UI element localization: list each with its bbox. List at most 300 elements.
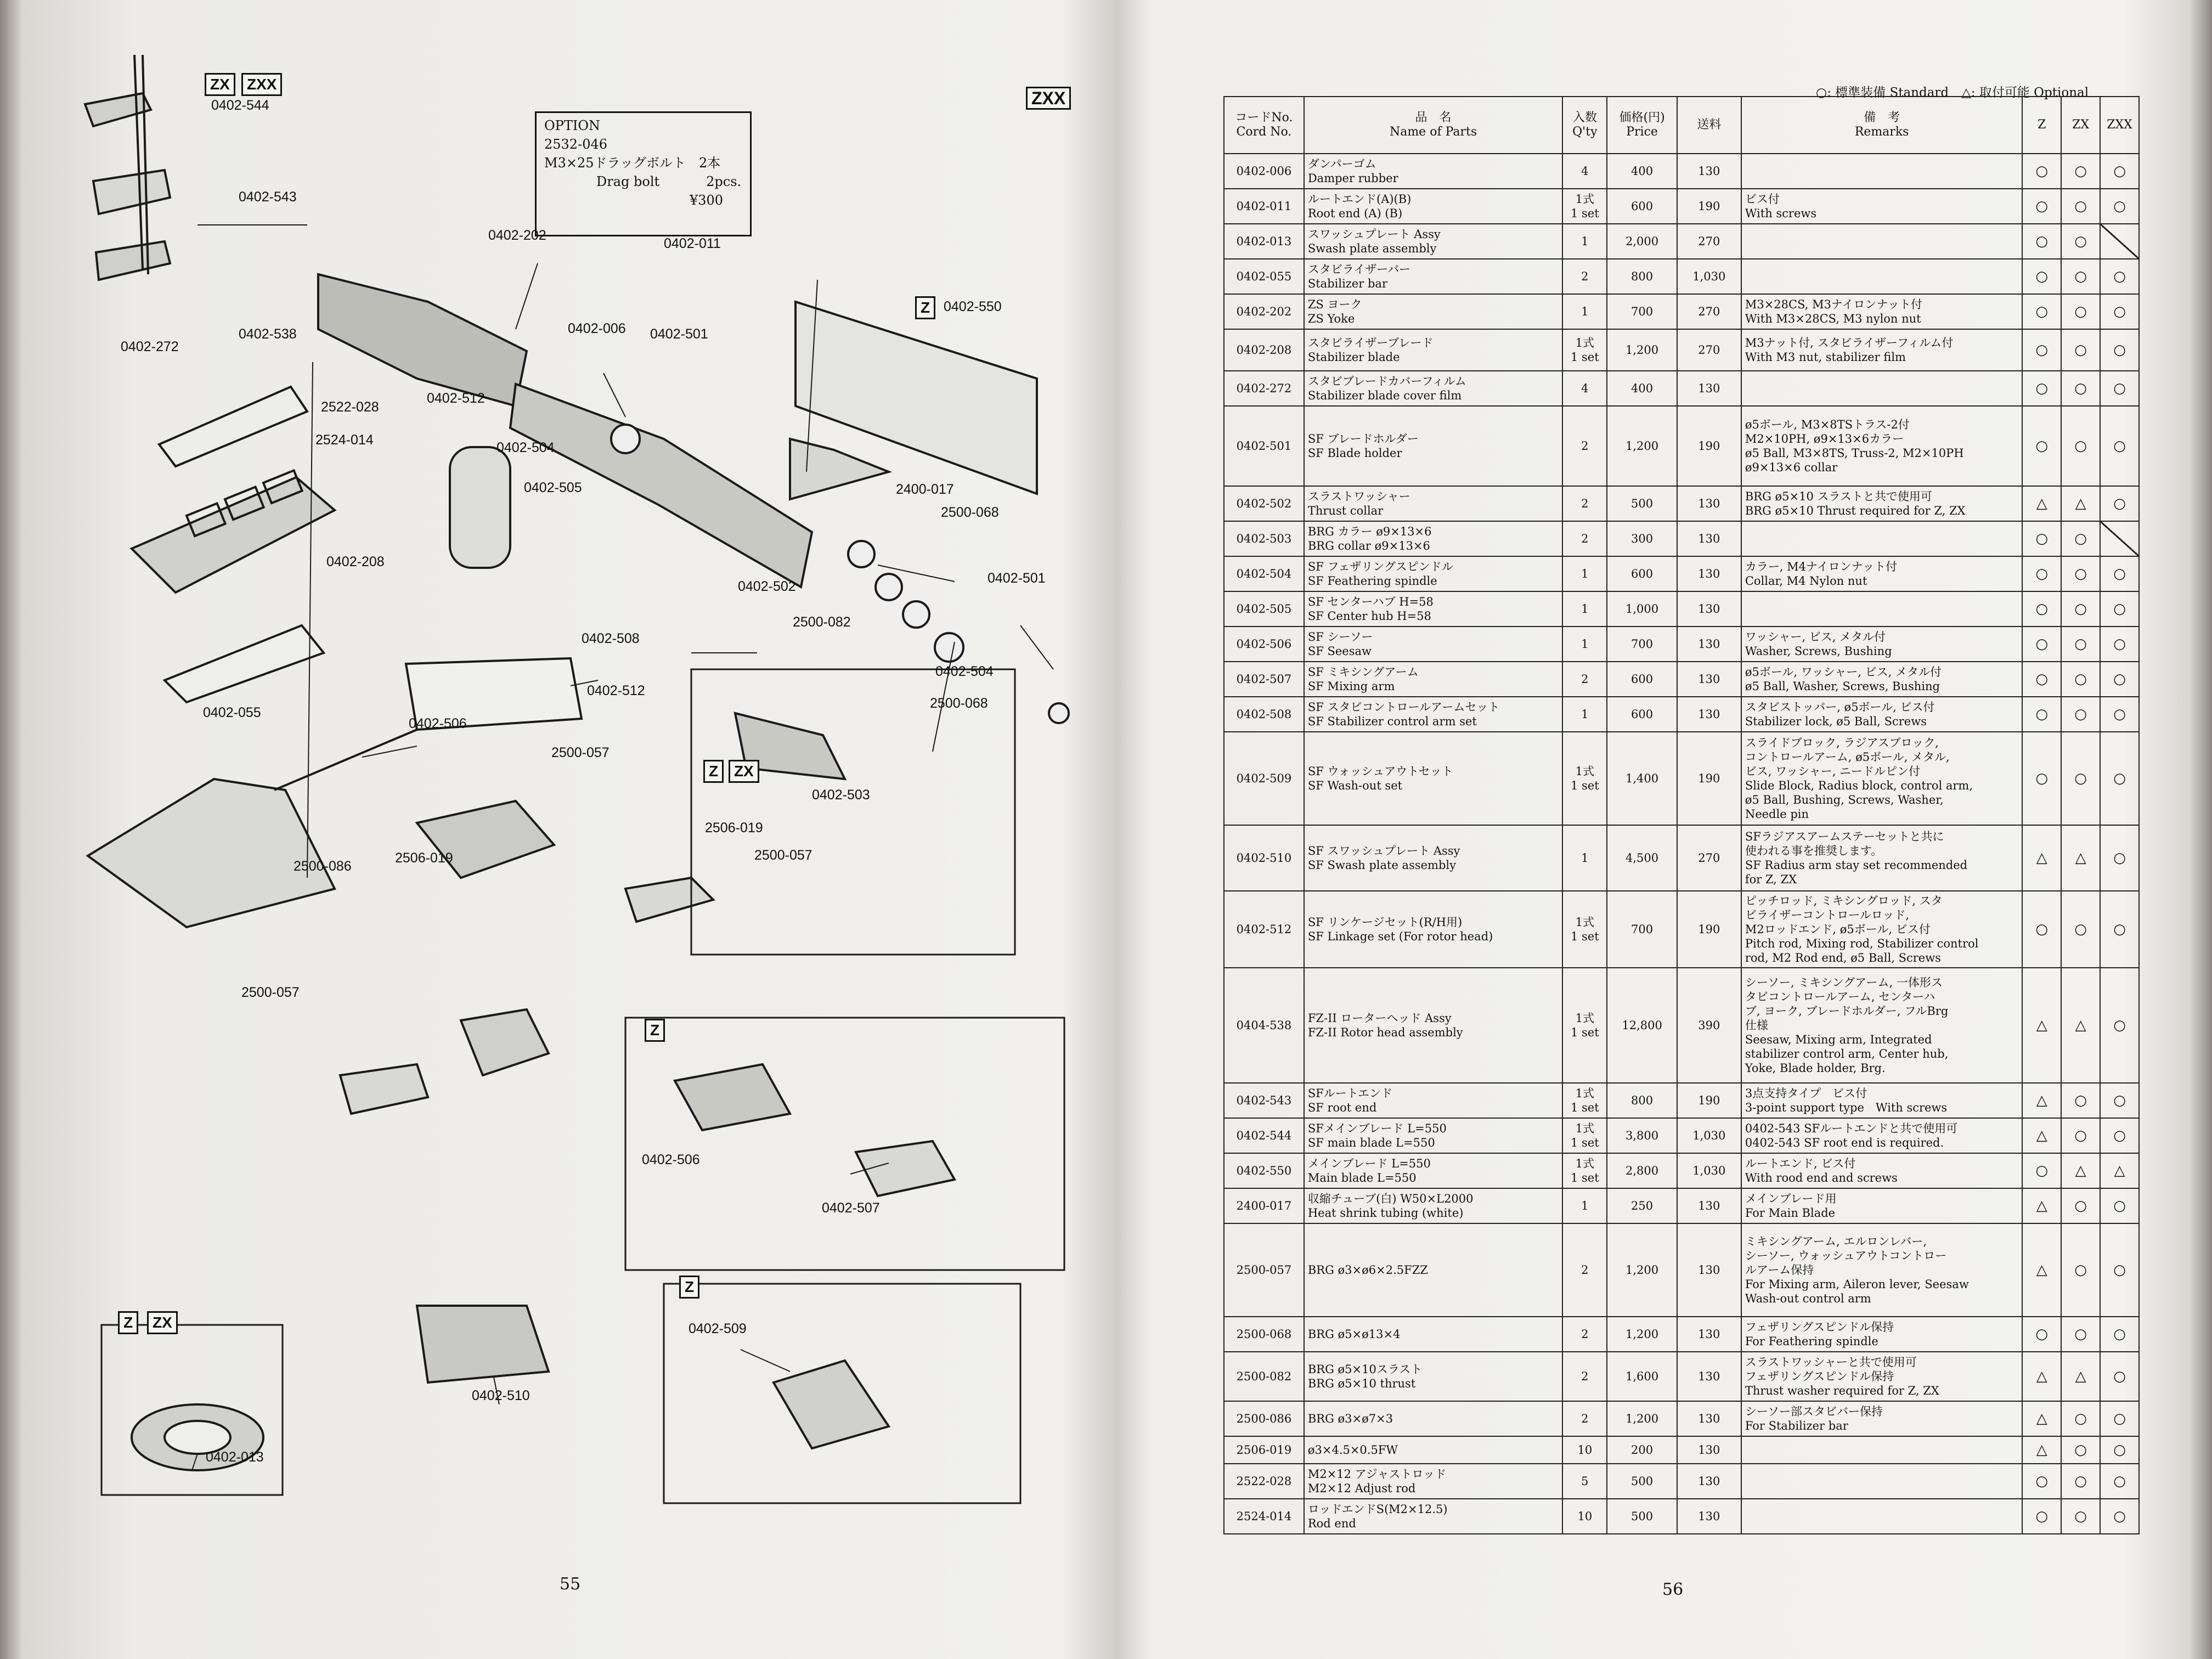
cell-price: 400 <box>1607 371 1677 406</box>
cell-remarks: ø5ボール, M3×8TSトラス-2付 M2×10PH, ø9×13×6カラー ø5 Ball, M3×8TS, Truss-2, M2×10PH ø9×13×6 collar <box>1741 406 2023 486</box>
cell-name: ルートエンド(A)(B) Root end (A) (B) <box>1304 189 1562 224</box>
cell-zxx: ○ <box>2100 1352 2139 1401</box>
cell-name: ZS ヨーク ZS Yoke <box>1304 294 1562 329</box>
part-label: 0402-543 <box>239 189 297 205</box>
cell-qty: 2 <box>1562 486 1607 521</box>
cell-code: 2506-019 <box>1224 1436 1304 1464</box>
cell-z: ○ <box>2022 1153 2061 1188</box>
cell-z: ○ <box>2022 189 2061 224</box>
cell-zxx: ○ <box>2100 294 2139 329</box>
cell-price: 1,600 <box>1607 1352 1677 1401</box>
cell-z: ○ <box>2022 662 2061 697</box>
cell-code: 0402-507 <box>1224 662 1304 697</box>
part-label: 2500-057 <box>551 745 610 760</box>
cell-qty: 1式 1 set <box>1562 1153 1607 1188</box>
cell-price: 4,500 <box>1607 825 1677 891</box>
part-label: 2500-086 <box>294 859 352 874</box>
cell-zxx: ○ <box>2100 1464 2139 1499</box>
cell-zxx: ○ <box>2100 329 2139 371</box>
cell-remarks: シーソー部スタビバー保持 For Stabilizer bar <box>1741 1401 2023 1436</box>
cell-price: 12,800 <box>1607 968 1677 1083</box>
cell-code: 0402-208 <box>1224 329 1304 371</box>
cell-name: 収縮チューブ(白) W50×L2000 Heat shrink tubing (white) <box>1304 1188 1562 1223</box>
cell-z: △ <box>2022 1223 2061 1317</box>
cell-zx: ○ <box>2061 1118 2100 1153</box>
table-row <box>1224 486 2139 521</box>
cell-remarks: SFラジアスアームステーセットと共に 使われる事を推奨します。 SF Radius arm stay set recommended for Z, ZX <box>1741 825 2023 891</box>
cell-qty: 1 <box>1562 697 1607 732</box>
cell-remarks: ø5ボール, ワッシャー, ビス, メタル付 ø5 Ball, Washer, Screws, Bushing <box>1741 662 2023 697</box>
cell-name: スタビブレードカバーフィルム Stabilizer blade cover film <box>1304 371 1562 406</box>
table-row <box>1224 662 2139 697</box>
part-label: 0402-501 <box>988 571 1046 586</box>
table-row <box>1224 1401 2139 1436</box>
cell-remarks: 0402-543 SFルートエンドと共で使用可 0402-543 SF root end is required. <box>1741 1118 2023 1153</box>
cell-code: 0402-011 <box>1224 189 1304 224</box>
cell-remarks: 3点支持タイプ ビス付 3-point support type With screws <box>1741 1083 2023 1118</box>
cell-zx: ○ <box>2061 371 2100 406</box>
center-hub <box>450 447 510 568</box>
cell-remarks <box>1741 1499 2023 1534</box>
cell-zxx: ○ <box>2100 891 2139 968</box>
cell-remarks: スタビストッパー, ø5ボール, ビス付 Stabilizer lock, ø5 Ball, Screws <box>1741 697 2023 732</box>
part-label: 2506-019 <box>395 850 453 866</box>
root-end-plate-low <box>96 241 170 280</box>
cell-name: ダンパーゴム Damper rubber <box>1304 154 1562 189</box>
cell-code: 0402-506 <box>1224 627 1304 662</box>
table-row <box>1224 1118 2139 1153</box>
cell-price: 1,000 <box>1607 591 1677 627</box>
cell-code: 2500-068 <box>1224 1317 1304 1352</box>
tag-z-seesaw: Z <box>645 1019 665 1042</box>
cell-shipping: 190 <box>1677 732 1741 825</box>
washout-center <box>461 1009 549 1075</box>
part-label: 0402-512 <box>587 683 645 698</box>
cell-code: 0402-202 <box>1224 294 1304 329</box>
table-row <box>1224 627 2139 662</box>
cell-name: ロッドエンドS(M2×12.5) Rod end <box>1304 1499 1562 1534</box>
cell-price: 2,800 <box>1607 1153 1677 1188</box>
cell-zx: ○ <box>2061 189 2100 224</box>
cell-code: 0402-550 <box>1224 1153 1304 1188</box>
table-row <box>1224 1083 2139 1118</box>
stab-cover-film <box>159 387 307 466</box>
part-label: 0402-055 <box>203 705 261 720</box>
part-label: 0402-504 <box>496 440 555 455</box>
option-box <box>535 111 752 236</box>
cell-zx: ○ <box>2061 406 2100 486</box>
table-row <box>1224 371 2139 406</box>
part-label: 2500-057 <box>754 848 812 863</box>
cell-shipping: 130 <box>1677 1464 1741 1499</box>
cell-name: SF スワッシュプレート Assy SF Swash plate assembly <box>1304 825 1562 891</box>
cell-zxx: ○ <box>2100 1499 2139 1534</box>
cell-qty: 4 <box>1562 371 1607 406</box>
cell-price: 600 <box>1607 556 1677 591</box>
cell-z: △ <box>2022 1118 2061 1153</box>
cell-price: 250 <box>1607 1188 1677 1223</box>
cell-shipping: 270 <box>1677 294 1741 329</box>
part-label: 0402-502 <box>738 579 796 594</box>
cell-price: 700 <box>1607 627 1677 662</box>
cell-code: 0402-510 <box>1224 825 1304 891</box>
table-row <box>1224 1499 2139 1534</box>
cell-zxx: ○ <box>2100 627 2139 662</box>
cell-zx: △ <box>2061 968 2100 1083</box>
page-55 <box>33 22 1119 1648</box>
cell-price: 600 <box>1607 189 1677 224</box>
cell-zxx: ○ <box>2100 189 2139 224</box>
cell-zxx: ○ <box>2100 406 2139 486</box>
cell-qty: 1 <box>1562 294 1607 329</box>
rotor-yoke <box>318 274 527 406</box>
tag-zx-swash: ZX <box>147 1311 178 1334</box>
cell-name: BRG ø3×ø7×3 <box>1304 1401 1562 1436</box>
cell-code: 0402-543 <box>1224 1083 1304 1118</box>
cell-name: SFメインブレード L=550 SF main blade L=550 <box>1304 1118 1562 1153</box>
cell-z: ○ <box>2022 556 2061 591</box>
cell-z: ○ <box>2022 406 2061 486</box>
cell-z: △ <box>2022 1352 2061 1401</box>
cell-name: BRG ø5×10スラスト BRG ø5×10 thrust <box>1304 1352 1562 1401</box>
cell-z: △ <box>2022 1436 2061 1464</box>
cell-zxx: ○ <box>2100 556 2139 591</box>
cell-remarks: メインブレード用 For Main Blade <box>1741 1188 2023 1223</box>
cell-code: 2524-014 <box>1224 1499 1304 1534</box>
cell-zxx: ○ <box>2100 154 2139 189</box>
cell-remarks: ビス付 With screws <box>1741 189 2023 224</box>
stabilizer-blade-box <box>132 477 335 592</box>
cell-code: 0404-538 <box>1224 968 1304 1083</box>
cell-code: 0402-508 <box>1224 697 1304 732</box>
part-label: 0402-538 <box>239 326 297 342</box>
cell-remarks: BRG ø5×10 スラストと共で使用可 BRG ø5×10 Thrust required for Z, ZX <box>1741 486 2023 521</box>
part-label: 0402-503 <box>812 787 870 803</box>
part-label: 0402-508 <box>582 631 640 646</box>
cell-z: ○ <box>2022 732 2061 825</box>
cell-shipping: 130 <box>1677 627 1741 662</box>
part-label: 0402-202 <box>488 228 546 243</box>
cell-qty: 1式 1 set <box>1562 968 1607 1083</box>
cell-zxx: ○ <box>2100 968 2139 1083</box>
header-name: 品 名 Name of Parts <box>1304 97 1562 154</box>
part-label: 2506-019 <box>705 820 763 836</box>
cell-price: 300 <box>1607 521 1677 556</box>
cell-shipping: 130 <box>1677 154 1741 189</box>
cell-name: SF フェザリングスピンドル SF Feathering spindle <box>1304 556 1562 591</box>
tag-z-holder: Z <box>703 760 724 783</box>
cell-zx: ○ <box>2061 1464 2100 1499</box>
cell-zx: ○ <box>2061 1223 2100 1317</box>
cell-zxx: ○ <box>2100 697 2139 732</box>
header-code: コードNo. Cord No. <box>1224 97 1304 154</box>
cell-shipping: 390 <box>1677 968 1741 1083</box>
cell-qty: 10 <box>1562 1499 1607 1534</box>
part-label: 0402-509 <box>689 1321 747 1336</box>
cell-name: スラストワッシャー Thrust collar <box>1304 486 1562 521</box>
cell-z: ○ <box>2022 224 2061 259</box>
exploded-diagram <box>33 22 1119 1591</box>
cell-name: SF リンケージセット(R/H用) SF Linkage set (For rotor head) <box>1304 891 1562 968</box>
part-label: 0402-208 <box>326 554 385 569</box>
tag-zxx-corner: ZXX <box>1026 87 1071 110</box>
cell-shipping: 130 <box>1677 371 1741 406</box>
option-qty: 2pcs. <box>706 174 742 189</box>
cell-zx: △ <box>2061 1153 2100 1188</box>
cell-zxx: ○ <box>2100 371 2139 406</box>
cell-z: ○ <box>2022 521 2061 556</box>
cell-zx: ○ <box>2061 1083 2100 1118</box>
part-label: 0402-506 <box>642 1152 700 1167</box>
cell-remarks: M3ナット付, スタビライザーフィルム付 With M3 nut, stabilizer film <box>1741 329 2023 371</box>
cell-zx: ○ <box>2061 224 2100 259</box>
inset-z-seesaw <box>625 1018 1064 1270</box>
cell-zx: ○ <box>2061 1188 2100 1223</box>
cell-shipping: 130 <box>1677 556 1741 591</box>
root-end-plate-top <box>85 93 151 126</box>
cell-zx: ○ <box>2061 521 2100 556</box>
cell-shipping: 1,030 <box>1677 1153 1741 1188</box>
cell-shipping: 190 <box>1677 189 1741 224</box>
option-price: ¥300 <box>690 193 724 208</box>
cell-shipping: 190 <box>1677 891 1741 968</box>
cell-code: 0402-509 <box>1224 732 1304 825</box>
cell-qty: 1式 1 set <box>1562 1083 1607 1118</box>
cell-z: △ <box>2022 1188 2061 1223</box>
cell-zx: ○ <box>2061 294 2100 329</box>
cell-price: 500 <box>1607 1464 1677 1499</box>
part-label: 0402-504 <box>935 664 994 679</box>
cell-zx: ○ <box>2061 1317 2100 1352</box>
table-header-row <box>1224 97 2139 154</box>
cell-shipping: 190 <box>1677 406 1741 486</box>
cell-zx: ○ <box>2061 697 2100 732</box>
table-row <box>1224 1317 2139 1352</box>
cell-z: ○ <box>2022 697 2061 732</box>
cell-shipping: 270 <box>1677 329 1741 371</box>
cell-zxx: ○ <box>2100 732 2139 825</box>
cell-qty: 2 <box>1562 1317 1607 1352</box>
cell-name: SF ウォッシュアウトセット SF Wash-out set <box>1304 732 1562 825</box>
part-label: 2524-014 <box>315 432 374 448</box>
part-label: 0402-505 <box>524 480 582 495</box>
cell-qty: 1 <box>1562 556 1607 591</box>
cell-z: △ <box>2022 968 2061 1083</box>
inset-zx-blade-holder <box>691 669 1015 955</box>
part-label: 0402-512 <box>427 391 485 406</box>
table-row <box>1224 556 2139 591</box>
cell-qty: 1式 1 set <box>1562 1118 1607 1153</box>
tag-zxx: ZXX <box>241 73 282 96</box>
cell-price: 800 <box>1607 1083 1677 1118</box>
cell-name: BRG カラー ø9×13×6 BRG collar ø9×13×6 <box>1304 521 1562 556</box>
cell-remarks: カラー, M4ナイロンナット付 Collar, M4 Nylon nut <box>1741 556 2023 591</box>
cell-shipping: 130 <box>1677 1352 1741 1401</box>
header-qty: 入数 Q'ty <box>1562 97 1607 154</box>
cell-price: 1,400 <box>1607 732 1677 825</box>
cell-shipping: 130 <box>1677 1499 1741 1534</box>
cell-qty: 5 <box>1562 1464 1607 1499</box>
cell-code: 0402-505 <box>1224 591 1304 627</box>
cell-zx: ○ <box>2061 329 2100 371</box>
cell-remarks <box>1741 371 2023 406</box>
cell-zxx: ○ <box>2100 662 2139 697</box>
cell-qty: 1式 1 set <box>1562 732 1607 825</box>
cell-z: ○ <box>2022 259 2061 294</box>
cell-qty: 1 <box>1562 591 1607 627</box>
cell-qty: 1式 1 set <box>1562 891 1607 968</box>
cell-remarks: スラストワッシャーと共で使用可 フェザリングスピンドル保持 Thrust washer required for Z, ZX <box>1741 1352 2023 1401</box>
cell-name: SF センターハブ H=58 SF Center hub H=58 <box>1304 591 1562 627</box>
header-zxx: ZXX <box>2100 97 2139 154</box>
cell-zxx: ○ <box>2100 591 2139 627</box>
cell-price: 800 <box>1607 259 1677 294</box>
page-number: 55 <box>560 1575 581 1594</box>
cell-zx: ○ <box>2061 1436 2100 1464</box>
cell-zx: ○ <box>2061 732 2100 825</box>
cell-zx: ○ <box>2061 891 2100 968</box>
part-label: 0402-507 <box>822 1200 880 1216</box>
cell-qty: 10 <box>1562 1436 1607 1464</box>
cell-z: △ <box>2022 1401 2061 1436</box>
cell-shipping: 130 <box>1677 486 1741 521</box>
cell-zxx: ○ <box>2100 1083 2139 1118</box>
cell-remarks <box>1741 591 2023 627</box>
cell-shipping: 1,030 <box>1677 1118 1741 1153</box>
cell-remarks <box>1741 1436 2023 1464</box>
cell-z: ○ <box>2022 294 2061 329</box>
legend: ○: 標準装備 Standard △: 取付可能 Optional <box>1816 86 2089 100</box>
cell-z: △ <box>2022 1083 2061 1118</box>
cell-remarks <box>1741 224 2023 259</box>
cell-qty: 2 <box>1562 662 1607 697</box>
part-label: 2400-017 <box>896 482 954 497</box>
cell-zx: ○ <box>2061 662 2100 697</box>
cell-z: ○ <box>2022 1499 2061 1534</box>
tag-zx-holder: ZX <box>729 760 759 783</box>
cell-code: 0402-512 <box>1224 891 1304 968</box>
cell-shipping: 130 <box>1677 1401 1741 1436</box>
cell-zx: ○ <box>2061 627 2100 662</box>
table-row <box>1224 294 2139 329</box>
cell-remarks <box>1741 154 2023 189</box>
cell-price: 500 <box>1607 486 1677 521</box>
cell-price: 200 <box>1607 1436 1677 1464</box>
cell-zx: △ <box>2061 486 2100 521</box>
part-label: 0402-544 <box>211 98 269 113</box>
part-label: 0402-011 <box>664 236 721 251</box>
cell-zx: ○ <box>2061 259 2100 294</box>
cell-code: 0402-501 <box>1224 406 1304 486</box>
cell-zxx: ○ <box>2100 825 2139 891</box>
cell-shipping: 130 <box>1677 1436 1741 1464</box>
cell-zxx: ○ <box>2100 259 2139 294</box>
cell-qty: 2 <box>1562 1401 1607 1436</box>
cell-zxx: ○ <box>2100 1223 2139 1317</box>
header-price: 価格(円) Price <box>1607 97 1677 154</box>
cell-code: 2400-017 <box>1224 1188 1304 1223</box>
cell-name: ø3×4.5×0.5FW <box>1304 1436 1562 1464</box>
option-title: OPTION <box>544 118 600 133</box>
cell-qty: 2 <box>1562 1352 1607 1401</box>
part-label: 0402-550 <box>944 299 1002 314</box>
cell-shipping: 270 <box>1677 825 1741 891</box>
cell-zxx <box>2100 521 2139 556</box>
cell-zx: ○ <box>2061 1499 2100 1534</box>
cell-zxx: ○ <box>2100 1118 2139 1153</box>
part-label: 2500-082 <box>793 614 851 630</box>
cell-code: 0402-055 <box>1224 259 1304 294</box>
cell-z: ○ <box>2022 591 2061 627</box>
cell-shipping: 130 <box>1677 662 1741 697</box>
table-row <box>1224 154 2139 189</box>
cell-qty: 2 <box>1562 521 1607 556</box>
cell-name: BRG ø5×ø13×4 <box>1304 1317 1562 1352</box>
cell-remarks: ミキシングアーム, エルロンレバー, シーソー, ウォッシュアウトコントロー ルアーム保持 For Mixing arm, Aileron lever, Seesaw Wash-out control arm <box>1741 1223 2023 1317</box>
cell-zx: ○ <box>2061 1401 2100 1436</box>
cell-code: 0402-006 <box>1224 154 1304 189</box>
table-row <box>1224 968 2139 1083</box>
cell-zx: △ <box>2061 825 2100 891</box>
cell-shipping: 130 <box>1677 697 1741 732</box>
cell-zxx: △ <box>2100 1153 2139 1188</box>
cell-code: 0402-544 <box>1224 1118 1304 1153</box>
cell-remarks: ワッシャー, ビス, メタル付 Washer, Screws, Bushing <box>1741 627 2023 662</box>
table-row <box>1224 329 2139 371</box>
cell-price: 3,800 <box>1607 1118 1677 1153</box>
cell-remarks: ルートエンド, ビス付 With rood end and screws <box>1741 1153 2023 1188</box>
cell-name: FZ-II ローターヘッド Assy FZ-II Rotor head assembly <box>1304 968 1562 1083</box>
cell-price: 600 <box>1607 662 1677 697</box>
cell-name: メインブレード L=550 Main blade L=550 <box>1304 1153 1562 1188</box>
part-label: 0402-501 <box>650 326 708 342</box>
part-label: 0402-013 <box>206 1449 264 1465</box>
cell-zx: ○ <box>2061 154 2100 189</box>
table-row <box>1224 259 2139 294</box>
cell-shipping: 190 <box>1677 1083 1741 1118</box>
option-line2 <box>544 172 742 191</box>
cell-qty: 4 <box>1562 154 1607 189</box>
cell-qty: 2 <box>1562 1223 1607 1317</box>
cell-price: 400 <box>1607 154 1677 189</box>
cell-z: ○ <box>2022 154 2061 189</box>
table-row <box>1224 1153 2139 1188</box>
cell-price: 1,200 <box>1607 1223 1677 1317</box>
tag-zx: ZX <box>205 73 235 96</box>
table-row <box>1224 591 2139 627</box>
cell-name: スタビライザーブレード Stabilizer blade <box>1304 329 1562 371</box>
cell-name: SF ブレードホルダー SF Blade holder <box>1304 406 1562 486</box>
swashplate <box>417 1306 549 1383</box>
cell-code: 0402-502 <box>1224 486 1304 521</box>
part-label: 2522-028 <box>321 399 379 415</box>
table-row <box>1224 1436 2139 1464</box>
cell-z: △ <box>2022 825 2061 891</box>
cell-z: ○ <box>2022 371 2061 406</box>
cell-qty: 2 <box>1562 259 1607 294</box>
tag-z-swash: Z <box>118 1311 138 1334</box>
cell-shipping: 270 <box>1677 224 1741 259</box>
cell-zx: △ <box>2061 1352 2100 1401</box>
cell-name: SFルートエンド SF root end <box>1304 1083 1562 1118</box>
cell-qty: 1式 1 set <box>1562 329 1607 371</box>
cell-shipping: 130 <box>1677 1223 1741 1317</box>
parts-table-body <box>1224 154 2139 1534</box>
header-shipping: 送料 <box>1677 97 1741 154</box>
table-row <box>1224 732 2139 825</box>
cell-zx: ○ <box>2061 591 2100 627</box>
cell-price: 2,000 <box>1607 224 1677 259</box>
